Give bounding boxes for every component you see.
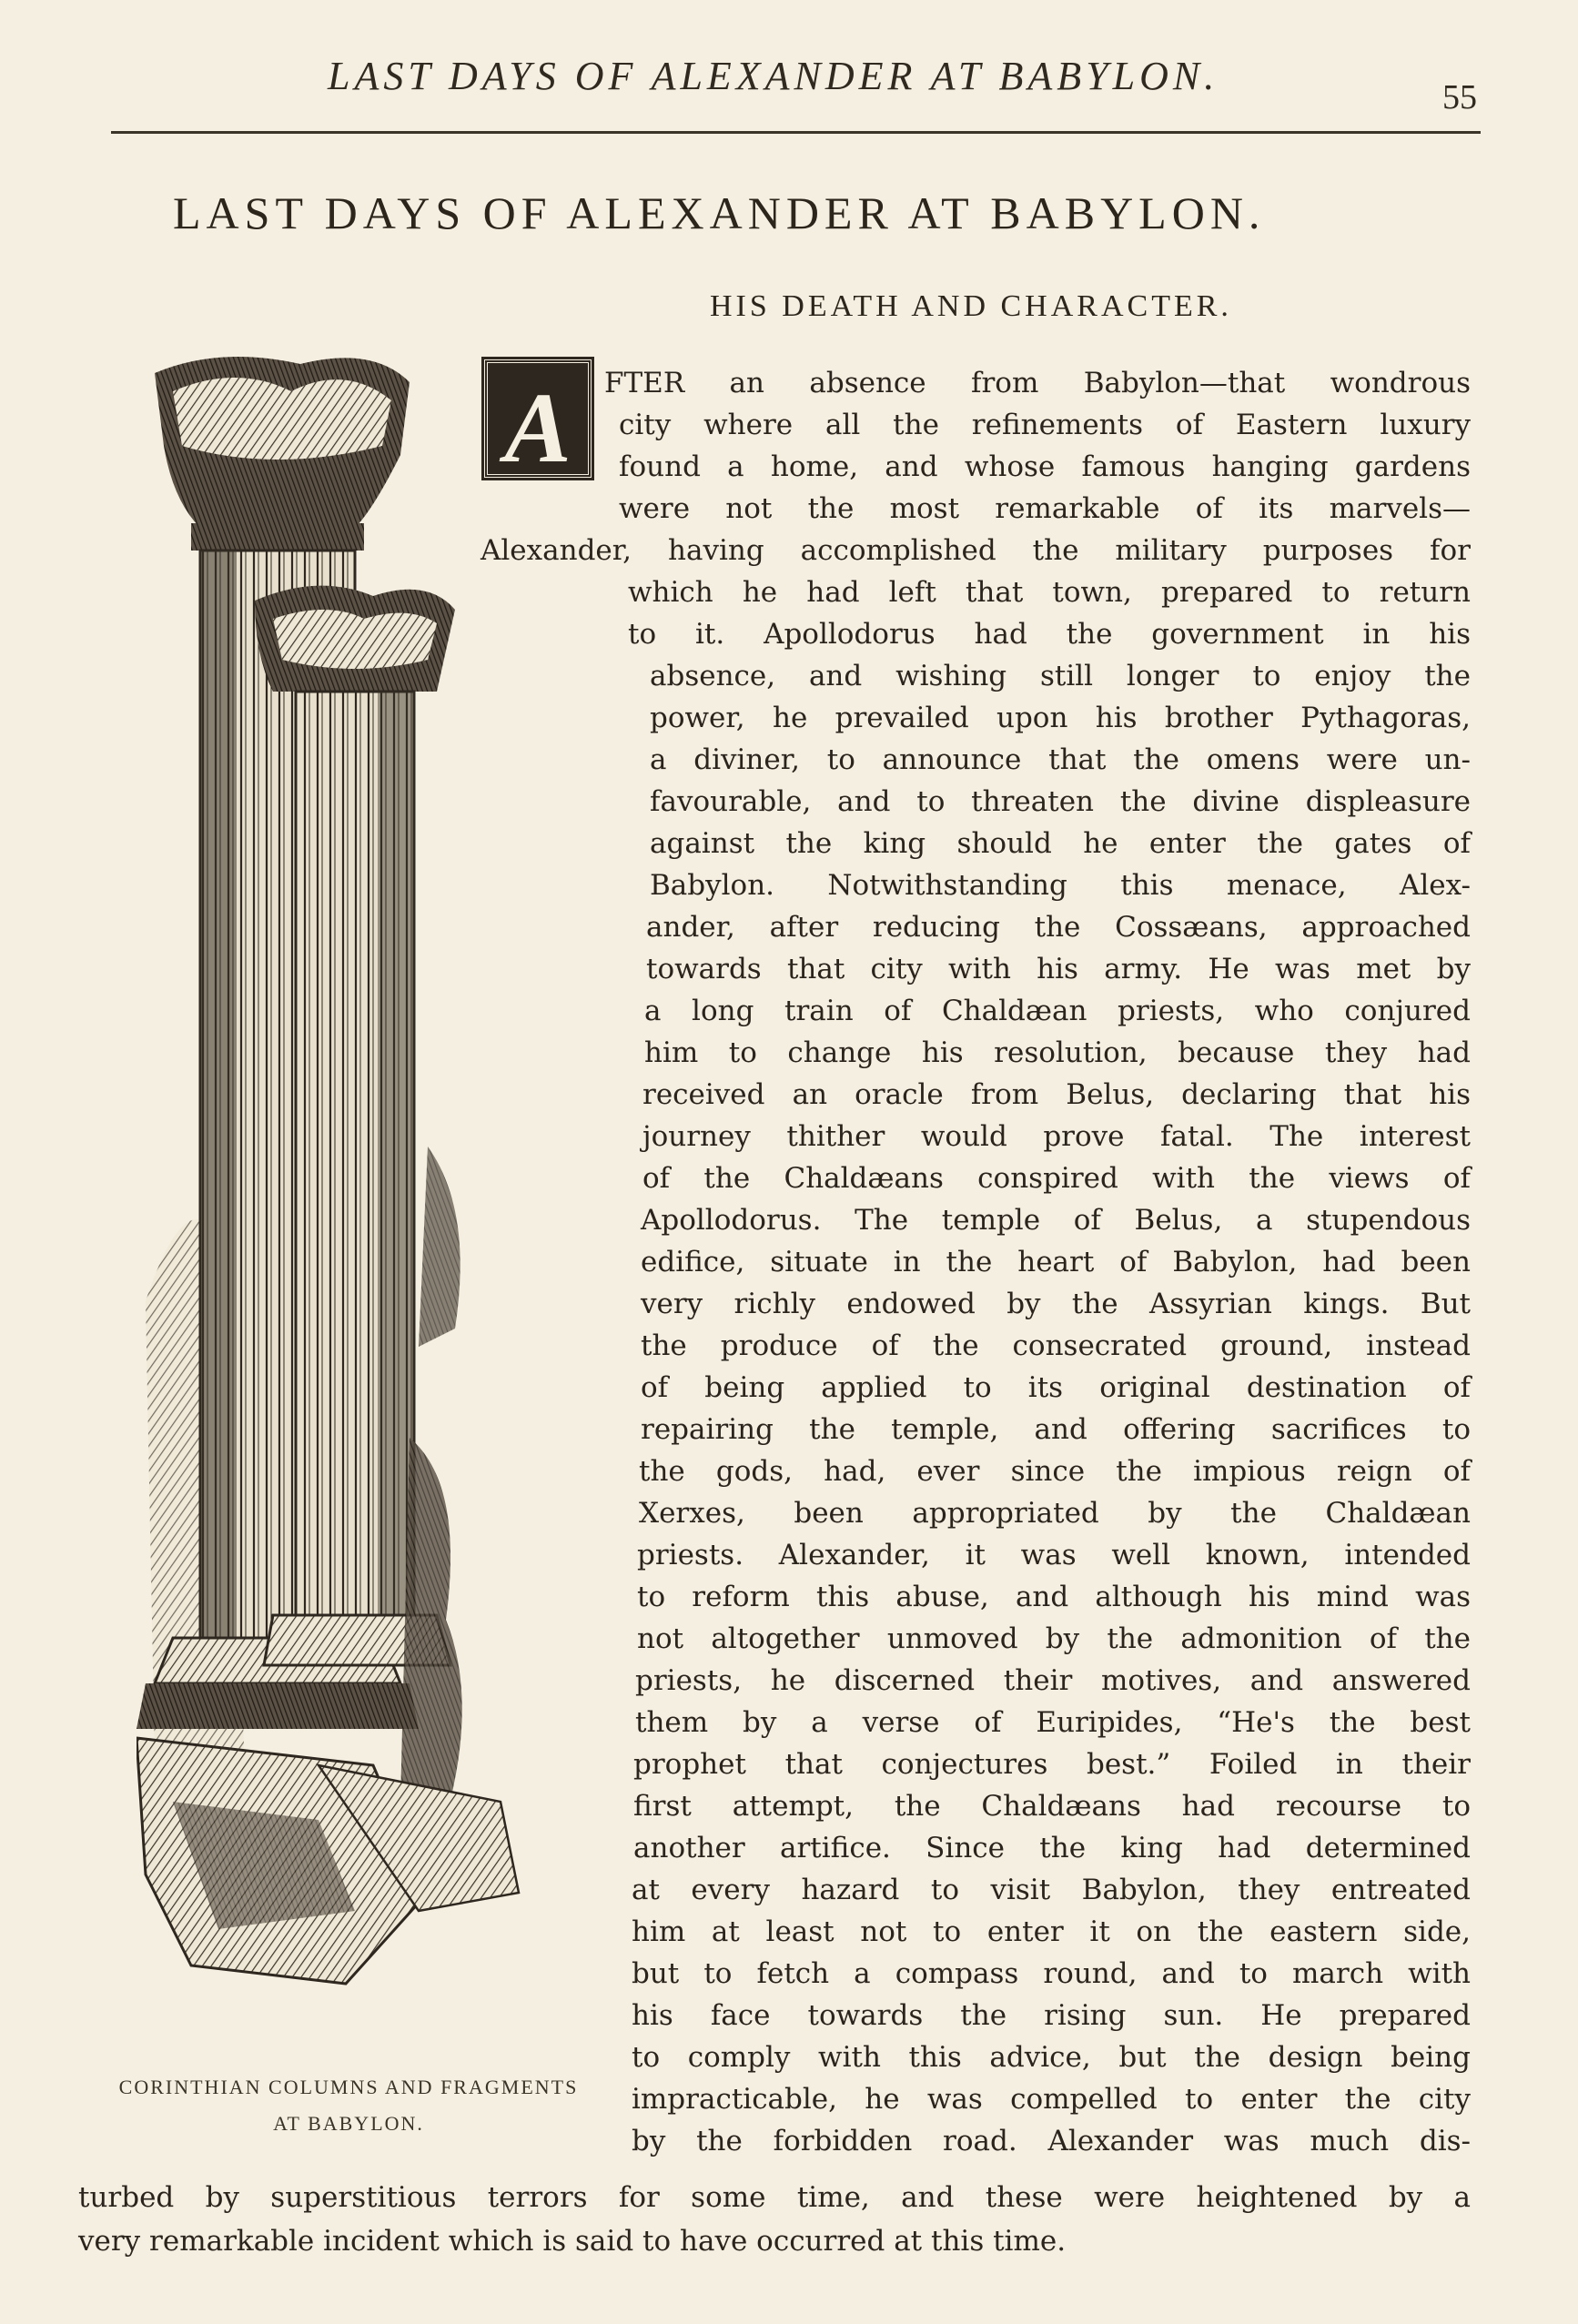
text-line: to comply with this advice, but the design being: [632, 2041, 1471, 2074]
drop-cap-letter: A: [504, 372, 572, 483]
text-line: turbed by superstitious terrors for some time, and these were heightened by a: [78, 2181, 1471, 2214]
chapter-title: LAST DAYS OF ALEXANDER AT BABYLON.: [173, 187, 1266, 238]
caption-line-2: AT BABYLON.: [273, 2112, 424, 2135]
drop-cap: [484, 359, 592, 483]
text-line: to it. Apollodorus had the government in his: [628, 618, 1471, 651]
text-line: journey thither would prove fatal. The interest: [642, 1120, 1471, 1153]
text-line: the produce of the consecrated ground, instead: [641, 1329, 1471, 1362]
illustration-caption: [80, 2069, 617, 2142]
text-line: absence, and wishing still longer to enjoy the: [650, 660, 1471, 692]
header-rule: [111, 131, 1481, 134]
text-line: repairing the temple, and offering sacrifices to: [641, 1413, 1471, 1446]
text-line: which he had left that town, prepared to return: [628, 576, 1471, 609]
text-line: favourable, and to threaten the divine displeasure: [650, 785, 1471, 818]
text-line: priests, he discerned their motives, and answered: [635, 1664, 1471, 1697]
right-column-capital: [255, 586, 455, 692]
text-line: Apollodorus. The temple of Belus, a stupendous: [641, 1204, 1471, 1237]
text-line: against the king should he enter the gates of: [650, 827, 1471, 860]
text-line: very richly endowed by the Assyrian kings. But: [641, 1288, 1471, 1320]
text-line: them by a verse of Euripides, “He's the best: [635, 1706, 1471, 1739]
chapter-subtitle: HIS DEATH AND CHARACTER.: [710, 289, 1232, 323]
text-line: at every hazard to visit Babylon, they entreated: [632, 1874, 1471, 1906]
text-line: FTER an absence from Babylon—that wondrous: [604, 367, 1471, 399]
text-line: very remarkable incident which is said to have occurred at this time.: [78, 2225, 1067, 2258]
text-line: but to fetch a compass round, and to march with: [632, 1957, 1471, 1990]
corinthian-columns-illustration: [137, 346, 610, 2047]
text-line: prophet that conjectures best.” Foiled in their: [633, 1748, 1471, 1781]
text-line: by the forbidden road. Alexander was much dis-: [632, 2125, 1471, 2157]
text-line: first attempt, the Chaldæans had recourse to: [633, 1790, 1471, 1823]
text-line: of the Chaldæans conspired with the views of: [642, 1162, 1471, 1195]
text-line: city where all the refinements of Eastern luxury: [619, 409, 1471, 441]
page-number: 55: [1442, 78, 1477, 116]
text-line: of being applied to its original destination of: [641, 1371, 1471, 1404]
text-line: a long train of Chaldæan priests, who conjured: [644, 995, 1471, 1027]
text-line: priests. Alexander, it was well known, intended: [637, 1539, 1471, 1571]
text-line: him at least not to enter it on the eastern side,: [632, 1915, 1471, 1948]
text-line: towards that city with his army. He was met by: [646, 953, 1471, 985]
text-line: power, he prevailed upon his brother Pythagoras,: [650, 702, 1471, 734]
left-column-capital: [155, 357, 410, 551]
text-line: Babylon. Notwithstanding this menace, Alex-: [650, 869, 1471, 902]
text-line: Xerxes, been appropriated by the Chaldæan: [639, 1497, 1471, 1530]
text-line: the gods, had, ever since the impious reign of: [639, 1455, 1471, 1488]
text-line: edifice, situate in the heart of Babylon, had been: [641, 1246, 1471, 1278]
text-line: ander, after reducing the Cossæans, approached: [646, 911, 1471, 944]
running-head: LAST DAYS OF ALEXANDER AT BABYLON.: [328, 54, 1219, 98]
text-line: his face towards the rising sun. He prepared: [632, 1999, 1471, 2032]
text-line: impracticable, he was compelled to enter the city: [632, 2083, 1471, 2116]
text-line: received an oracle from Belus, declaring that his: [642, 1078, 1471, 1111]
text-line: him to change his resolution, because they had: [644, 1036, 1471, 1069]
text-line: found a home, and whose famous hanging gardens: [619, 450, 1471, 483]
caption-line-1: CORINTHIAN COLUMNS AND FRAGMENTS: [118, 2076, 579, 2098]
text-line: Alexander, having accomplished the military purposes for: [480, 534, 1471, 567]
text-line: were not the most remarkable of its marvels—: [619, 492, 1471, 525]
text-line: a diviner, to announce that the omens were un-: [650, 743, 1471, 776]
text-line: not altogether unmoved by the admonition of the: [637, 1622, 1471, 1655]
text-line: another artifice. Since the king had determined: [633, 1832, 1471, 1864]
text-line: to reform this abuse, and although his mind was: [637, 1581, 1471, 1613]
